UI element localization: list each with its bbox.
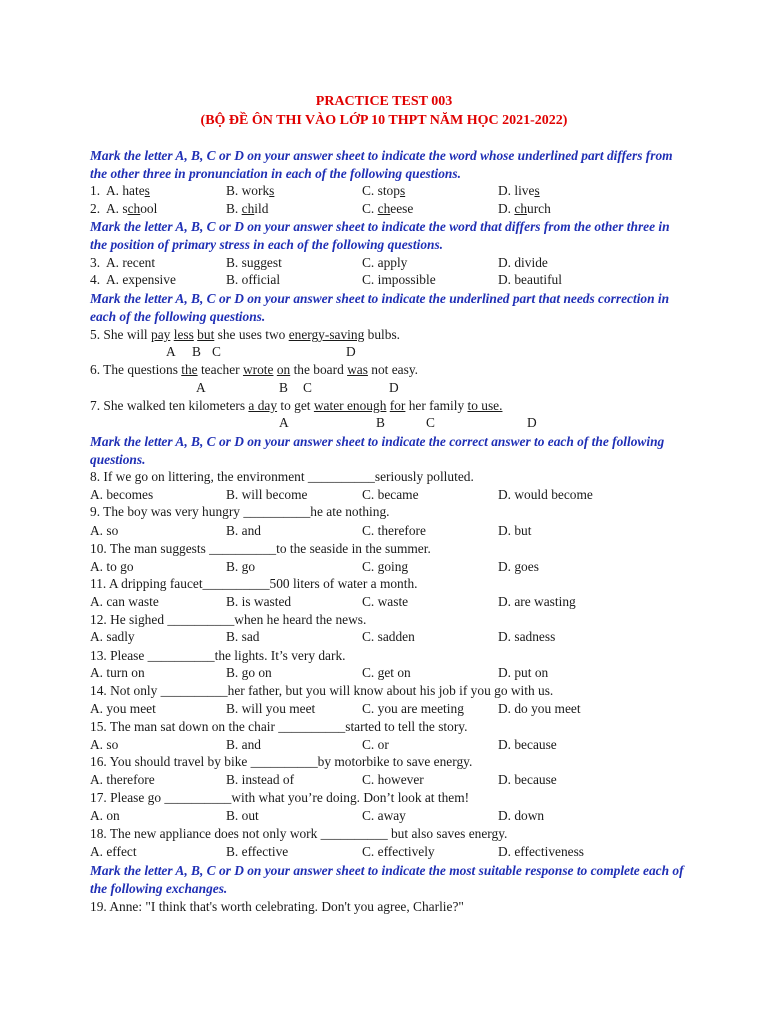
question-text: 5. She will pay less but she uses two energy-saving bulbs. xyxy=(90,327,401,342)
option: D. lives xyxy=(498,183,540,198)
option: D. because xyxy=(498,737,557,752)
instruction-stress: Mark the letter A, B, C or D on your answer sheet to indicate the word that differs from the other three in the position of primary stress in each of the following questions. xyxy=(90,219,670,252)
options-row xyxy=(90,629,690,647)
option: D. but xyxy=(498,523,532,538)
question-text: 10. The man suggests __________to the seaside in the summer. xyxy=(90,541,431,556)
label: A xyxy=(196,380,206,395)
options-row xyxy=(90,844,690,862)
instruction-exchanges: Mark the letter A, B, C or D on your answer sheet to indicate the most suitable response to complete each of the following exchanges. xyxy=(90,863,684,896)
answer-labels xyxy=(0,415,768,431)
page-subtitle: (BỘ ĐỀ ÔN THI VÀO LỚP 10 THPT NĂM HỌC 2021-2022) xyxy=(200,113,568,128)
option: A. on xyxy=(90,808,120,823)
option: C. apply xyxy=(362,255,408,270)
option: B. go on xyxy=(226,665,272,680)
option: B. child xyxy=(226,201,269,216)
question-number: 3. xyxy=(90,255,101,270)
options-row xyxy=(90,594,690,612)
option: A. hates xyxy=(106,183,150,198)
option: D. goes xyxy=(498,559,539,574)
option: A. school xyxy=(106,201,158,216)
instruction-correction: Mark the letter A, B, C or D on your answer sheet to indicate the underlined part that needs correction in each of the following questions. xyxy=(90,291,670,324)
option: C. away xyxy=(362,808,406,823)
options-row xyxy=(90,772,690,790)
option: D. sadness xyxy=(498,629,556,644)
answer-labels xyxy=(0,380,768,396)
option: B. effective xyxy=(226,844,289,859)
option: B. suggest xyxy=(226,255,282,270)
option: C. effectively xyxy=(362,844,435,859)
option: D. down xyxy=(498,808,545,823)
option: C. sadden xyxy=(362,629,415,644)
options-row xyxy=(90,808,690,826)
question-text: 15. The man sat down on the chair __________started to tell the story. xyxy=(90,719,468,734)
label: B xyxy=(192,344,201,359)
option: B. instead of xyxy=(226,772,295,787)
instruction-pronunciation: Mark the letter A, B, C or D on your answer sheet to indicate the word whose underlined part differs from the other three in pronunciation in each of the following questions. xyxy=(90,148,673,181)
option: C. therefore xyxy=(362,523,426,538)
option: D. do you meet xyxy=(498,701,581,716)
question-row xyxy=(90,201,690,219)
option: D. beautiful xyxy=(498,272,562,287)
label: D xyxy=(389,380,399,395)
option: B. official xyxy=(226,272,281,287)
label: A xyxy=(166,344,176,359)
option: A. becomes xyxy=(90,487,154,502)
option: A. sadly xyxy=(90,629,135,644)
option: A. expensive xyxy=(106,272,176,287)
label: C xyxy=(303,380,312,395)
option: B. will become xyxy=(226,487,308,502)
option: C. however xyxy=(362,772,424,787)
label: D xyxy=(527,415,537,430)
option: C. or xyxy=(362,737,389,752)
option: C. became xyxy=(362,487,419,502)
question-text: 14. Not only __________her father, but you will know about his job if you go with us. xyxy=(90,683,554,698)
option: C. you are meeting xyxy=(362,701,464,716)
option: B. out xyxy=(226,808,259,823)
question-text: 19. Anne: "I think that's worth celebrating. Don't you agree, Charlie?" xyxy=(90,899,464,914)
option: C. cheese xyxy=(362,201,414,216)
option: B. and xyxy=(226,737,261,752)
options-row xyxy=(90,665,690,683)
option: D. because xyxy=(498,772,557,787)
option: B. is wasted xyxy=(226,594,292,609)
option: A. you meet xyxy=(90,701,156,716)
options-row xyxy=(90,701,690,719)
option: C. stops xyxy=(362,183,406,198)
option: B. go xyxy=(226,559,256,574)
option: A. recent xyxy=(106,255,156,270)
question-text: 18. The new appliance does not only work __________ but also saves energy. xyxy=(90,826,508,841)
question-number: 1. xyxy=(90,183,101,198)
question-text: 9. The boy was very hungry __________he ate nothing. xyxy=(90,504,390,519)
option: D. divide xyxy=(498,255,548,270)
answer-labels xyxy=(0,344,768,360)
option: B. and xyxy=(226,523,261,538)
option: D. effectiveness xyxy=(498,844,585,859)
options-row xyxy=(90,523,690,541)
question-text: 13. Please __________the lights. It’s very dark. xyxy=(90,648,346,663)
option: C. impossible xyxy=(362,272,436,287)
option: C. going xyxy=(362,559,409,574)
label: C xyxy=(212,344,221,359)
question-text: 6. The questions the teacher wrote on the board was not easy. xyxy=(90,362,419,377)
label: D xyxy=(346,344,356,359)
question-row xyxy=(90,183,690,201)
question-text: 8. If we go on littering, the environment __________seriously polluted. xyxy=(90,469,474,484)
options-row xyxy=(90,737,690,755)
options-row xyxy=(90,559,690,577)
option: C. waste xyxy=(362,594,409,609)
question-row xyxy=(90,272,690,290)
label: B xyxy=(376,415,385,430)
option: A. effect xyxy=(90,844,137,859)
question-text: 7. She walked ten kilometers a day to get water enough for her family to use. xyxy=(90,398,503,413)
option: A. so xyxy=(90,737,119,752)
page-title: PRACTICE TEST 003 xyxy=(315,94,453,109)
options-row xyxy=(90,487,690,505)
option: D. would become xyxy=(498,487,593,502)
question-text: 17. Please go __________with what you’re doing. Don’t look at them! xyxy=(90,790,470,805)
option: A. to go xyxy=(90,559,134,574)
option: B. sad xyxy=(226,629,260,644)
option: D. are wasting xyxy=(498,594,576,609)
question-number: 4. xyxy=(90,272,101,287)
option: B. will you meet xyxy=(226,701,316,716)
question-text: 11. A dripping faucet__________500 liters of water a month. xyxy=(90,576,418,591)
instruction-multiple-choice: Mark the letter A, B, C or D on your answer sheet to indicate the correct answer to each of the following questions. xyxy=(90,434,665,467)
question-row xyxy=(90,255,690,273)
option: C. get on xyxy=(362,665,411,680)
option: A. can waste xyxy=(90,594,159,609)
option: B. works xyxy=(226,183,275,198)
label: B xyxy=(279,380,288,395)
option: A. therefore xyxy=(90,772,155,787)
option: D. put on xyxy=(498,665,549,680)
question-text: 16. You should travel by bike __________by motorbike to save energy. xyxy=(90,754,473,769)
option: D. church xyxy=(498,201,551,216)
option: A. so xyxy=(90,523,119,538)
option: A. turn on xyxy=(90,665,145,680)
question-text: 12. He sighed __________when he heard the news. xyxy=(90,612,367,627)
label: C xyxy=(426,415,435,430)
question-number: 2. xyxy=(90,201,101,216)
label: A xyxy=(279,415,289,430)
